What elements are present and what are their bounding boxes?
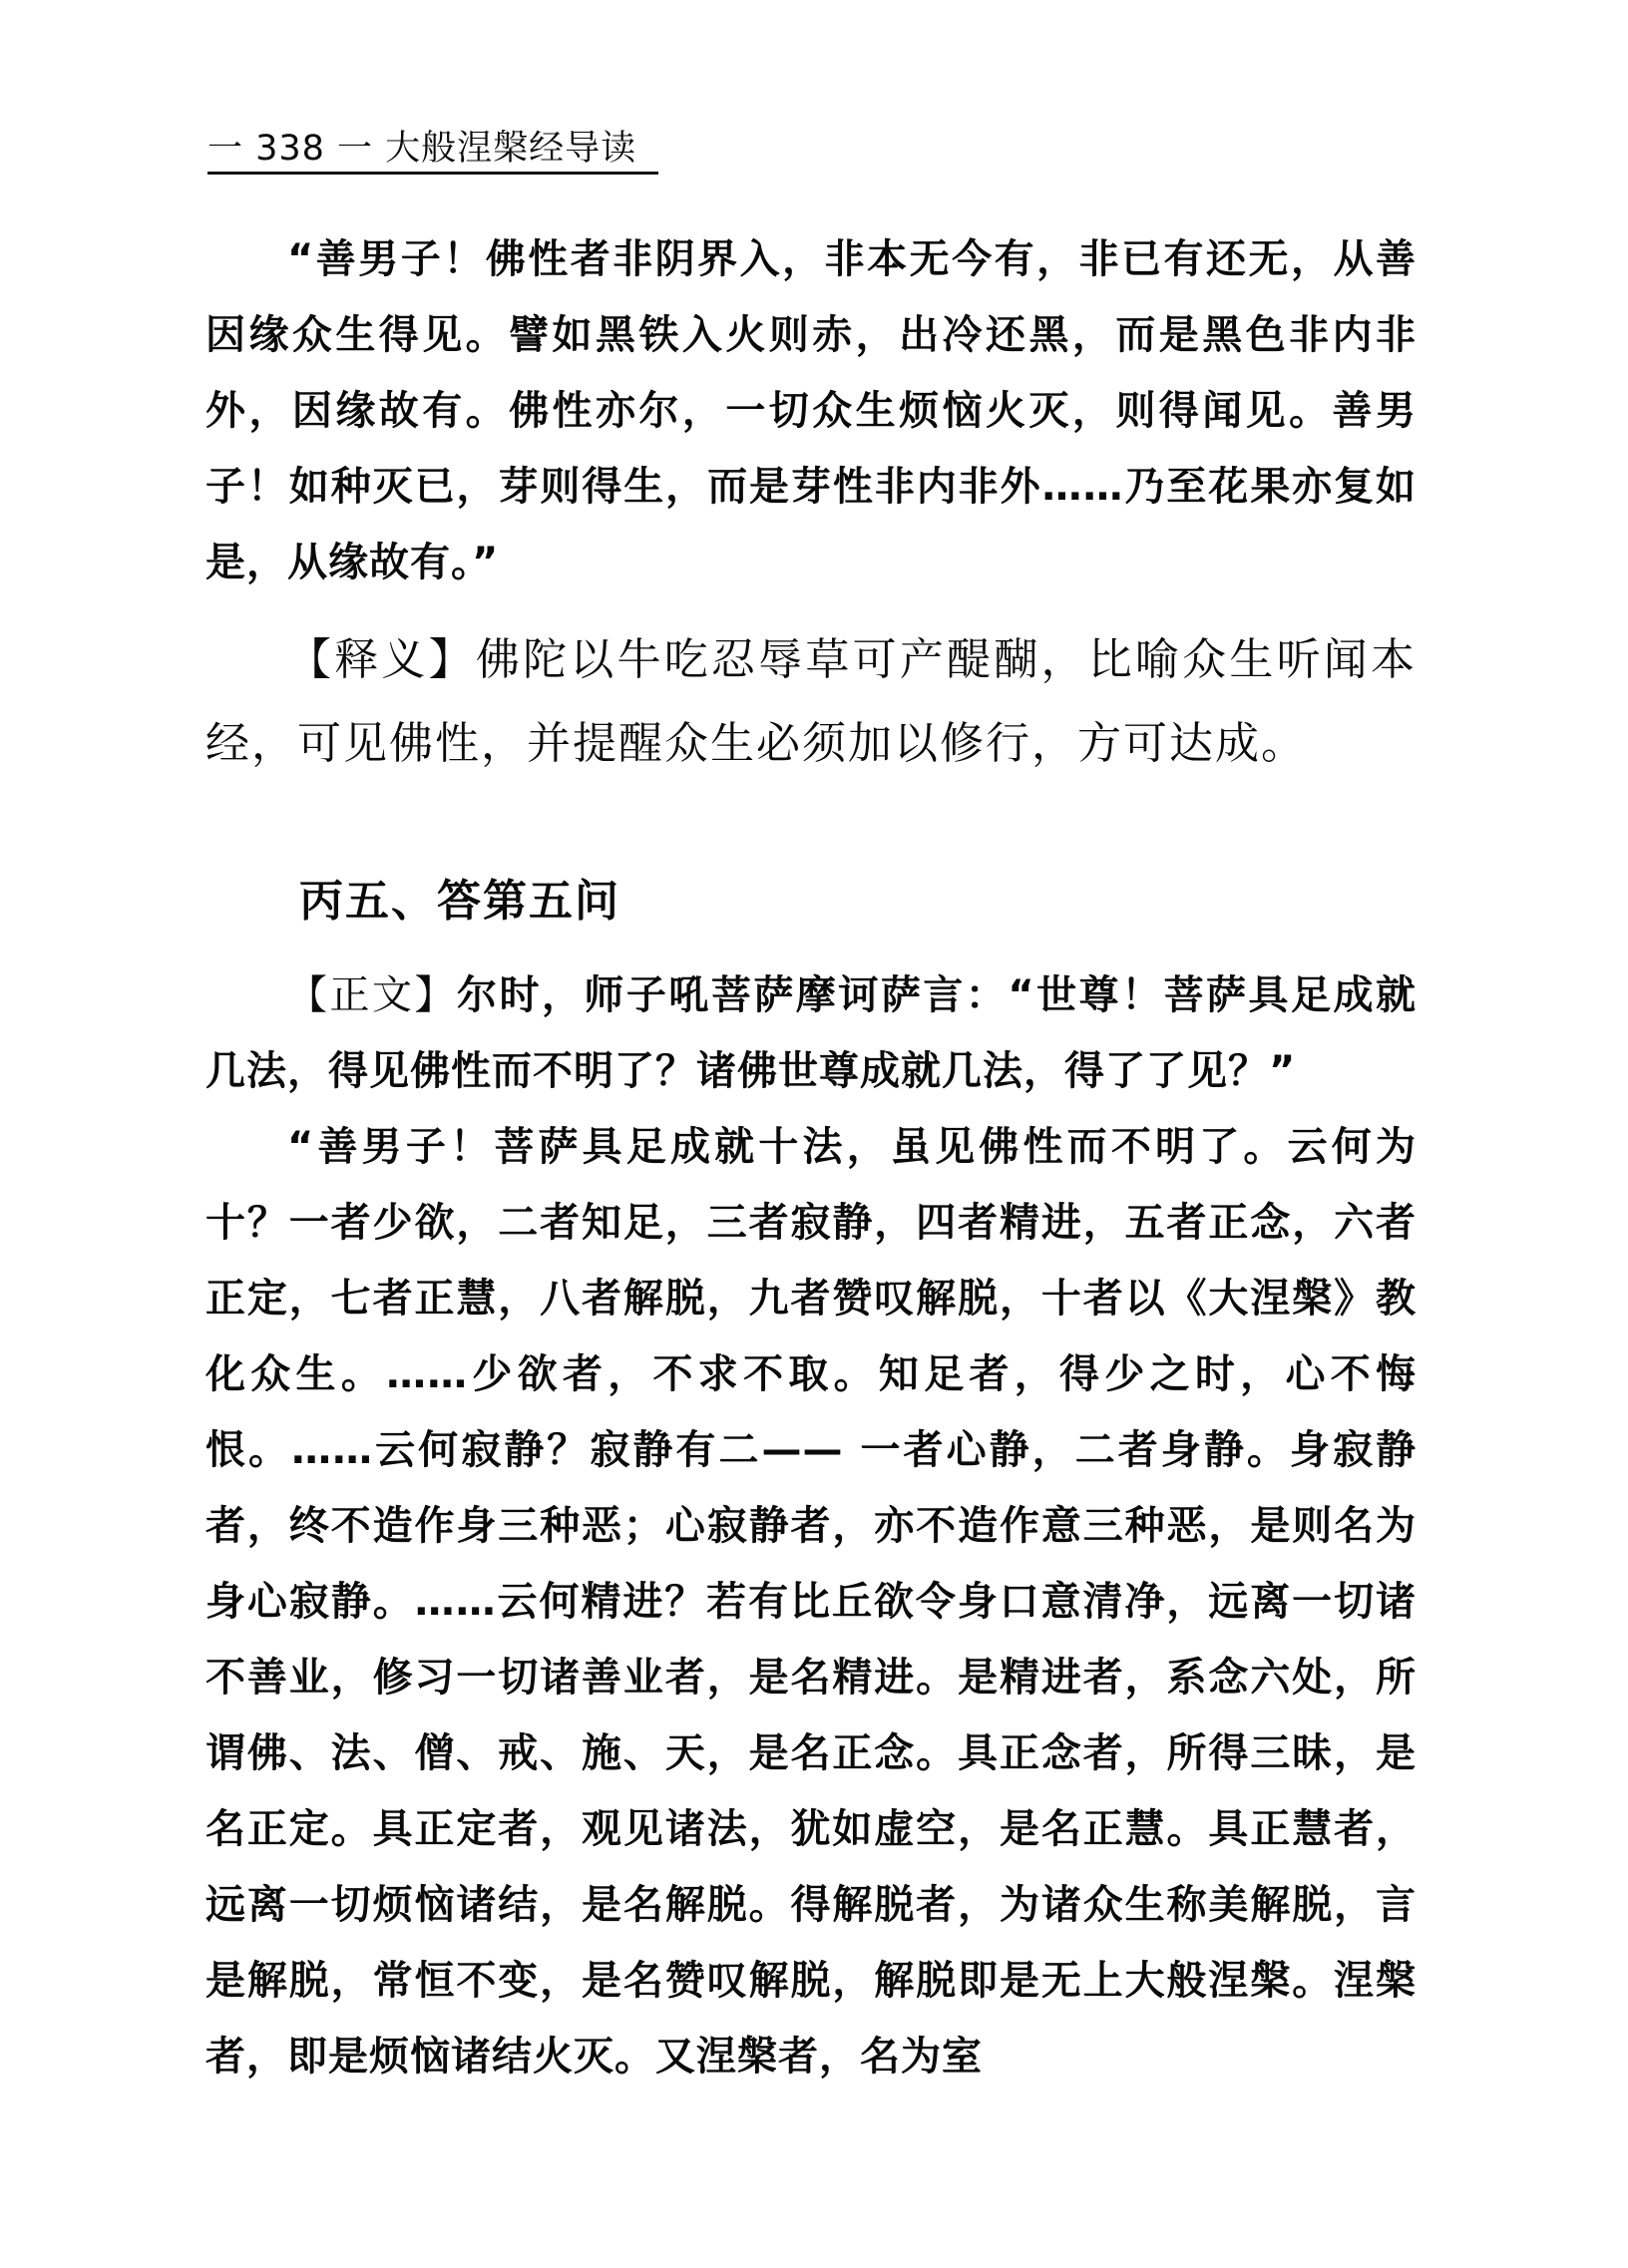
main-text-body: 尔时，师子吼菩萨摩诃萨言：“世尊！菩萨具足成就几法，得见佛性而不明了？诸佛世尊成就几法，得了了见？” — [205, 972, 1418, 1094]
main-text-label: 【正文】 — [287, 972, 457, 1018]
section-title: 丙五、答第五问 — [299, 876, 620, 927]
running-header: 一 338 一 大般涅槃经导读 — [207, 129, 637, 169]
header-rule — [207, 172, 658, 175]
sutra-answer-paragraph: “善男子！菩萨具足成就十法，虽见佛性而不明了。云何为十？一者少欲，二者知足，三者寂静，四者精进，五者正念，六者正定，七者正慧，八者解脱，九者赞叹解脱，十者以《大涅槃》教化众生。……少欲者，不求不取。知足者，得少之时，心不悔恨。……云何寂静？寂静有二—— 一者心静，二者身静。身寂静者，终不造作身三种恶；心寂静者，亦不造作意三种恶，是则名为身心寂静。……云何精进？若有比丘欲令身口意清净，远离一切诸不善业，修习一切诸善业者，是名精进。是精进者，系念六处，所谓佛、法、僧、戒、施、天，是名正念。具正念者，所得三昧，是名正定。具正定者，观见诸法，犹如虚空，是名正慧。具正慧者，远离一切烦恼诸结，是名解脱。得解脱者，为诸众生称美解脱，言是解脱，常恒不变，是名赞叹解脱，解脱即是无上大般涅槃。涅槃者，即是烦恼诸结火灭。又涅槃者，名为室 — [205, 1124, 1417, 2079]
main-text-paragraph — [205, 957, 1417, 1109]
commentary-paragraph — [205, 618, 1417, 786]
sutra-quote-paragraph: “善男子！佛性者非阴界入，非本无今有，非已有还无，从善因缘众生得见。譬如黑铁入火则赤，出冷还黑，而是黑色非内非外，因缘故有。佛性亦尔，一切众生烦恼火灭，则得闻见。善男子！如种灭已，芽则得生，而是芽性非内非外……乃至花果亦复如是，从缘故有。” — [205, 236, 1417, 585]
commentary-label: 【释义】 — [287, 634, 476, 685]
commentary-text: 佛陀以牛吃忍辱草可产醍醐，比喻众生听闻本经，可见佛性，并提醒众生必须加以修行，方可达成。 — [205, 634, 1418, 769]
